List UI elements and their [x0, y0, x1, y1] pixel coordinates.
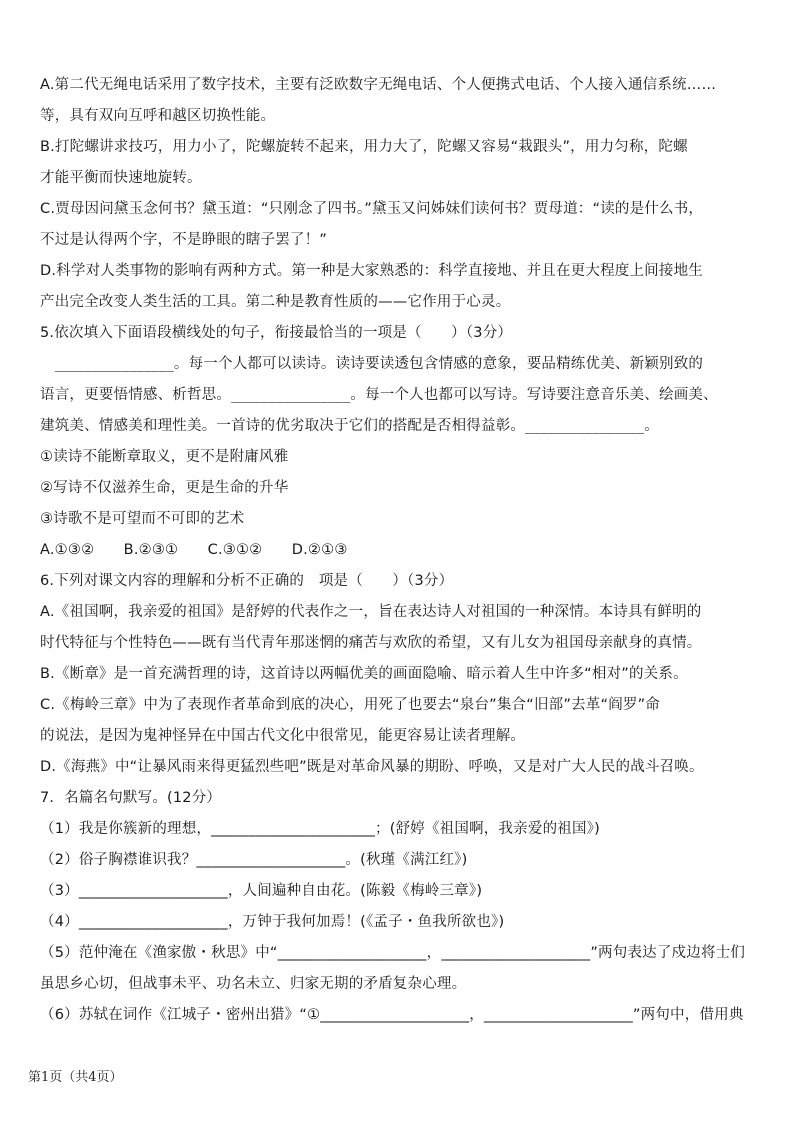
- text-line: C.贾母因问黛玉念何书？黛玉道：“只刚念了四书。”黛玉又问姊妹们读何书？贾母道：“读的是什么书，: [40, 201, 704, 217]
- text-line: 的说法，是因为鬼神怪异在中国古代文化中很常见，能更容易让读者理解。: [40, 728, 526, 744]
- question-5-sentence-1: ①读诗不能断章取义，更不是附庸风雅: [40, 449, 289, 465]
- text-line: B.打陀螺讲求技巧，用力小了，陀螺旋转不起来，用力大了，陀螺又容易“栽跟头”，用力匀称，陀螺: [40, 139, 688, 155]
- page-footer: 第1页（共4页）: [28, 1070, 123, 1085]
- text-line: D.《海燕》中“让暴风雨来得更猛烈些吧”既是对革命风暴的期盼、呼唤，又是对广大人民的战斗召唤。: [40, 759, 704, 775]
- exam-page-content: [40, 70, 750, 1031]
- text-line: 等，具有双向互呼和越区切换性能。: [40, 108, 276, 124]
- question-5-options: A.①③② B.②③① C.③①② D.②①③: [40, 542, 348, 558]
- dictation-item: （1）我是你簇新的理想，______________________；(舒婷《祖国啊，我亲爱的祖国》): [40, 821, 600, 837]
- text-line: 虽思乡心切，但战事未平、功名未立、归家无期的矛盾复杂心理。: [40, 976, 467, 992]
- text-line: 才能平衡而快速地旋转。: [40, 170, 202, 186]
- question-6-stem: 6.下列对课文内容的理解和分析不正确的 项是（ ）（3分）: [40, 573, 454, 589]
- question-7-stem: 7．名篇名句默写。(12分）: [40, 790, 222, 806]
- question-5-passage-line: 建筑美、情感美和理性美。一首诗的优劣取决于它们的搭配是否相得益彰。________________。: [40, 418, 659, 434]
- text-line: A.《祖国啊，我亲爱的祖国》是舒婷的代表作之一，旨在表达诗人对祖国的一种深情。本诗具有鲜明的: [40, 604, 702, 620]
- text-line: 不过是认得两个字，不是睁眼的瞎子罢了！”: [40, 232, 328, 248]
- text-line: B.《断章》是一首充满哲理的诗，这首诗以两幅优美的画面隐喻、暗示着人生中许多“相对”的关系。: [40, 666, 688, 682]
- dictation-item: （3）____________________，人间遍种自由花。(陈毅《梅岭三章》): [40, 883, 483, 899]
- dictation-item: （6）苏轼在词作《江城子・密州出猎》“①____________________，____________________”两句中，借用典: [40, 1007, 744, 1023]
- text-line: C.《梅岭三章》中为了表现作者革命到底的决心，用死了也要去“泉台”集合“旧部”去革“阎罗”命: [40, 697, 661, 713]
- text-line: 时代特征与个性特色——既有当代青年那迷惘的痛苦与欢欣的希望，又有儿女为祖国母亲献身的真情。: [40, 635, 702, 651]
- dictation-item: （4）____________________，万钟于我何加焉！(《孟子・鱼我所欲也》): [40, 914, 505, 930]
- question-5-sentence-2: ②写诗不仅滋养生命，更是生命的升华: [40, 480, 289, 496]
- question-5-stem: 5.依次填入下面语段横线处的句子，衔接最恰当的一项是（ ）（3分）: [40, 325, 513, 341]
- dictation-item: （2）俗子胸襟谁识我？____________________。(秋瑾《满江红》): [40, 852, 468, 868]
- question-5-sentence-3: ③诗歌不是可望而不可即的艺术: [40, 511, 245, 527]
- dictation-item: （5）范仲淹在《渔家傲・秋思》中“____________________，____________________”两句表达了戍边将士们: [40, 945, 746, 961]
- text-line: A.第二代无绳电话采用了数字技术，主要有泛欧数字无绳电话、个人便携式电话、个人接入通信系统……: [40, 77, 717, 93]
- text-line: 产出完全改变人类生活的工具。第二种是教育性质的——它作用于心灵。: [40, 294, 511, 310]
- text-line: D.科学对人类事物的影响有两种方式。第一种是大家熟悉的：科学直接地、并且在更大程度上间接地生: [40, 263, 703, 279]
- question-5-passage-line: 语言，更要悟情感、析哲思。________________。每一个人也都可以写诗。写诗要注意音乐美、绘画美、: [40, 387, 718, 403]
- question-5-passage-line: ________________。每一个人都可以读诗。读诗要读透包含情感的意象，要品精练优美、新颖别致的: [40, 356, 704, 372]
